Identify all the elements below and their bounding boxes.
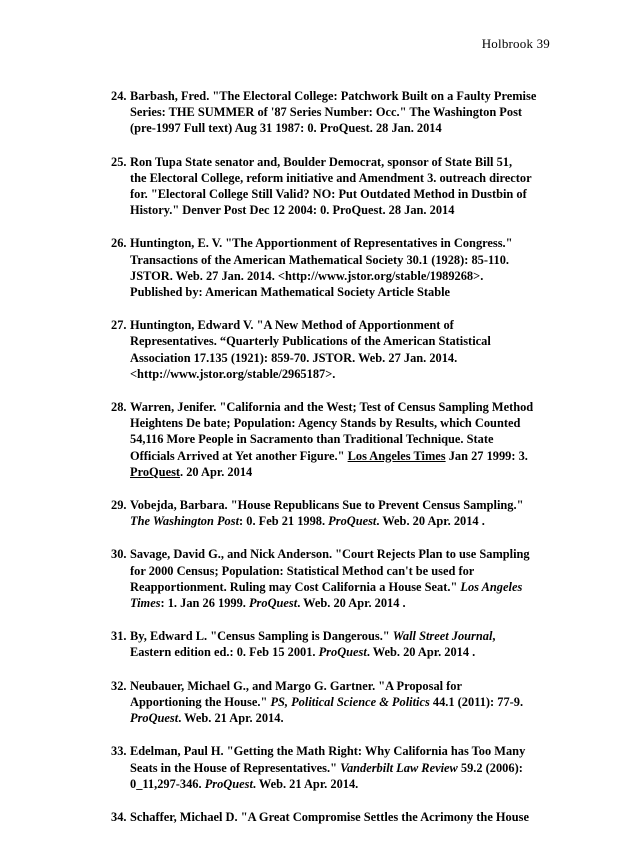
reference-list [111, 88, 551, 842]
italic-segment: Wall Street Journal [392, 629, 493, 644]
reference-entry [111, 678, 551, 727]
text-segment: for. "Electoral College Still Valid? NO: Put Outdated Method in Dustbin of [130, 187, 527, 202]
reference-line [130, 678, 551, 694]
reference-entry [111, 235, 551, 300]
text-segment: JSTOR. Web. 27 Jan. 2014. <http://www.jstor.org/stable/1989268>. [130, 268, 484, 283]
reference-line [130, 268, 551, 284]
reference-line [130, 333, 551, 349]
reference-line [130, 546, 551, 562]
reference-line [130, 464, 551, 480]
italic-segment: ProQuest [318, 645, 367, 660]
text-segment: 0_11,297-346. [130, 776, 205, 791]
italic-segment: PS, Political Science & Politics [270, 694, 430, 709]
text-segment: Vobejda, Barbara. "House Republicans Sue to Prevent Census Sampling." [130, 498, 524, 513]
reference-entry [111, 154, 551, 219]
text-segment: By, Edward L. "Census Sampling is Dangerous." [130, 629, 393, 644]
reference-number: 33. [111, 744, 127, 759]
reference-line [130, 513, 551, 529]
text-segment: . Web. 20 Apr. 2014 . [366, 645, 476, 660]
reference-line [130, 88, 551, 104]
reference-line [130, 628, 551, 644]
text-segment: Schaffer, Michael D. "A Great Compromise Settles the Acrimony the House [130, 809, 529, 824]
italic-segment: ProQuest [248, 596, 298, 611]
italic-segment: ProQuest [130, 711, 179, 726]
reference-entry [111, 743, 551, 792]
italic-segment: Los Angeles [460, 579, 523, 594]
text-segment: Published by: American Mathematical Society Article Stable [130, 285, 451, 300]
reference-text [130, 809, 551, 825]
reference-line [130, 399, 551, 415]
italic-segment: The Washington Post [130, 514, 240, 529]
reference-line [130, 760, 551, 776]
text-segment: Huntington, E. V. "The Apportionment of Representatives in Congress." [130, 236, 513, 251]
italic-segment: ProQuest [204, 776, 253, 791]
text-segment: , [492, 629, 496, 644]
reference-line [130, 120, 551, 136]
reference-line [130, 350, 551, 366]
reference-line [130, 579, 551, 595]
text-segment: Neubauer, Michael G., and Margo G. Gartner. "A Proposal for [130, 678, 463, 693]
reference-line [130, 154, 551, 170]
text-segment: Savage, David G., and Nick Anderson. "Court Rejects Plan to use Sampling [130, 547, 530, 562]
text-segment: Reapportionment. Ruling may Cost California a House Seat." [130, 579, 461, 594]
reference-line [130, 415, 551, 431]
text-segment: the Electoral College, reform initiative and Amendment 3. outreach director [130, 170, 532, 185]
reference-entry [111, 497, 551, 529]
text-segment: for 2000 Census; Population: Statistical Method can't be used for [130, 563, 475, 578]
reference-entry [111, 628, 551, 660]
text-segment: Officials Arrived at Yet another Figure." [130, 448, 348, 463]
reference-entry [111, 399, 551, 480]
reference-number: 29. [111, 498, 127, 513]
reference-line [130, 284, 551, 300]
reference-line [130, 563, 551, 579]
reference-number: 28. [111, 400, 127, 415]
reference-line [130, 595, 551, 611]
text-segment: <http://www.jstor.org/stable/2965187>. [130, 366, 336, 381]
reference-line [130, 170, 551, 186]
text-segment: . Web. 21 Apr. 2014. [252, 776, 359, 791]
reference-line [130, 694, 551, 710]
reference-number: 27. [111, 318, 127, 333]
text-segment: Series: THE SUMMER of '87 Series Number: Occ." The Washington Post [130, 105, 523, 120]
reference-number: 32. [111, 678, 127, 693]
text-segment: Warren, Jenifer. "California and the West; Test of Census Sampling Method [130, 400, 534, 415]
reference-line [130, 431, 551, 447]
text-segment: . Web. 20 Apr. 2014 . [297, 596, 406, 611]
text-segment: Apportioning the House." [130, 694, 271, 709]
reference-line [130, 252, 551, 268]
reference-line [130, 448, 551, 464]
reference-text [130, 678, 551, 727]
text-segment: Jan 27 1999: 3. [445, 448, 528, 463]
text-segment: Eastern edition ed.: 0. Feb 15 2001. [130, 645, 319, 660]
reference-line [130, 497, 551, 513]
text-segment: Barbash, Fred. "The Electoral College: Patchwork Built on a Faulty Premise [130, 89, 537, 103]
reference-text [130, 88, 551, 137]
text-segment: Edelman, Paul H. "Getting the Math Right: Why California has Too Many [130, 744, 526, 759]
reference-entry [111, 546, 551, 611]
text-segment: 54,116 More People in Sacramento than Traditional Technique. State [130, 432, 494, 447]
text-segment: : 0. Feb 21 1998. [239, 514, 329, 529]
underlined-segment: ProQuest [130, 464, 181, 479]
reference-number: 24. [111, 89, 127, 103]
text-segment: Seats in the House of Representatives." [130, 760, 341, 775]
text-segment: Association 17.135 (1921): 859-70. JSTOR. Web. 27 Jan. 2014. [130, 350, 458, 365]
reference-line [130, 743, 551, 759]
reference-text [130, 546, 551, 611]
reference-line [130, 710, 551, 726]
italic-segment: Times [130, 596, 161, 611]
text-segment: Representatives. “Quarterly Publications of the American Statistical [130, 334, 491, 349]
reference-text [130, 399, 551, 480]
reference-line [130, 776, 551, 792]
reference-number: 31. [111, 629, 127, 644]
reference-entry [111, 809, 551, 825]
reference-line [130, 644, 551, 660]
reference-line [130, 809, 551, 825]
reference-line [130, 186, 551, 202]
reference-line [130, 235, 551, 251]
reference-text [130, 154, 551, 219]
text-segment: (pre-1997 Full text) Aug 31 1987: 0. ProQuest. 28 Jan. 2014 [130, 121, 442, 136]
reference-line [130, 104, 551, 120]
reference-line [130, 366, 551, 382]
text-segment: Ron Tupa State senator and, Boulder Democrat, sponsor of State Bill 51, [130, 154, 513, 169]
text-segment: Heightens De bate; Population: Agency Stands by Results, which Counted [130, 416, 521, 431]
reference-number: 25. [111, 154, 127, 169]
text-segment: 59.2 (2006): [457, 760, 523, 775]
reference-text [130, 317, 551, 382]
text-segment: . 20 Apr. 2014 [180, 464, 253, 479]
text-segment: 44.1 (2011): 77-9. [429, 694, 524, 709]
reference-entry [111, 88, 551, 137]
reference-text [130, 628, 551, 660]
italic-segment: ProQuest [328, 514, 377, 529]
reference-line [130, 202, 551, 218]
reference-number: 34. [111, 809, 127, 824]
text-segment: . Web. 20 Apr. 2014 . [376, 514, 485, 529]
reference-text [130, 235, 551, 300]
text-segment: Transactions of the American Mathematical Society 30.1 (1928): 85-110. [130, 252, 509, 267]
reference-number: 30. [111, 547, 127, 562]
text-segment: . Web. 21 Apr. 2014. [178, 711, 284, 726]
reference-text [130, 743, 551, 792]
text-segment: : 1. Jan 26 1999. [160, 596, 249, 611]
underlined-segment: Los Angeles Times [347, 448, 446, 463]
reference-entry [111, 317, 551, 382]
italic-segment: Vanderbilt Law Review [340, 760, 458, 775]
reference-number: 26. [111, 236, 127, 251]
reference-text [130, 497, 551, 529]
running-header: Holbrook 39 [481, 36, 550, 51]
reference-line [130, 317, 551, 333]
text-segment: History." Denver Post Dec 12 2004: 0. ProQuest. 28 Jan. 2014 [130, 203, 455, 218]
text-segment: Huntington, Edward V. "A New Method of Apportionment of [130, 318, 454, 333]
